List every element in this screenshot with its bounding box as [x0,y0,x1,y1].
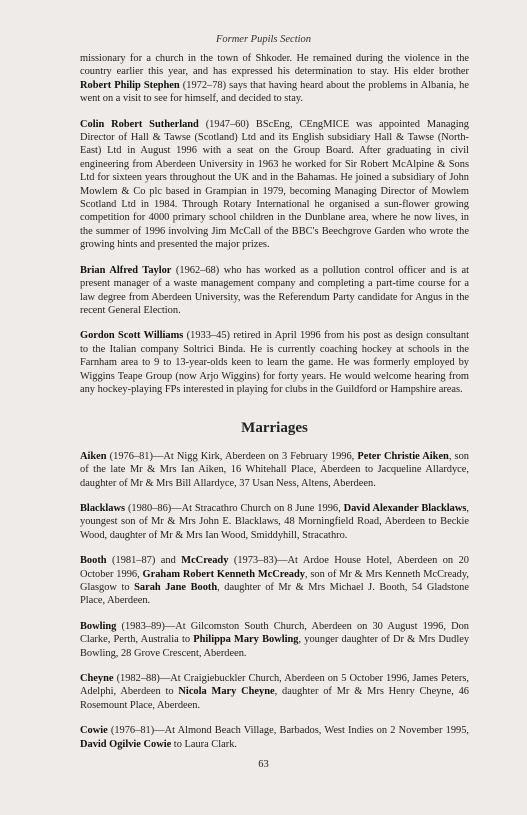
bold-name: Nicola Mary Cheyne [178,686,275,698]
text-run: (1976–81)—At Almond Beach Village, Barbados, West Indies on 2 November 1995, [107,725,469,737]
bold-name: Sarah Jane Booth [134,582,218,593]
bold-name: Peter Christie Aiken [357,450,449,462]
paragraph [80,118,469,252]
text-run: (1947–60) BScEng, CEngMICE was appointed Managing Director of Hall & Tawse (Scotland) Ltd and its English subsidiary Hall & Tawse (North-East) Ltd in August 1996 with a seat on the Group Board. After graduating in civil engineering from Aberdeen University in 1963 he worked for Sir Robert McAlpine & Sons Ltd for sixteen years throughout the UK and in the Bahamas. He joined a subsidiary of John Mowlem & Co plc based in Grampian in 1979, becoming Managing Director of Mowlem Scotland Ltd in 1984. Through Rotary International he organised a sun-flower growing competition for 4000 primary school children in the Dunblane area, where he now lives, in the summer of 1996 involving Jim McCall of the BBC's Beechgrove Garden who wrote the growing hints and presented the major prizes. [80,118,469,251]
marriage-entry [80,672,469,712]
text-run: (1962–68) who has worked as a pollution control officer and is at present manager of a waste management company and completing a part-time course for a law degree from Aberdeen University, was the Referendum Party candidate for Angus in the recent General Election. [80,264,469,316]
paragraph [80,264,469,318]
bold-name: Philippa Mary Bowling [193,634,299,646]
text-run: to Laura Clark. [171,738,237,750]
bold-name: Cheyne [80,673,114,685]
running-header: Former Pupils Section [215,34,312,45]
text-run: , younger daughter of Dr & Mrs Dudley Bowling, 28 Grove Crescent, Aberdeen. [80,634,470,659]
bold-name: David Ogilvie Cowie [80,738,172,750]
bold-name: Booth [80,555,107,567]
text-run: (1982–88)—At Craigiebuckler Church, Aberdeen on 5 October 1996, James Peters, Adelphi, Aberdeen to [80,673,469,698]
text-run: , daughter of Mr & Mrs Henry Cheyne, 46 Rosemount Place, Aberdeen. [80,686,470,711]
bold-name: Cowie [80,725,108,737]
text-run: (1983–89)—At Gilcomston South Church, Aberdeen on 30 August 1996, Don Clarke, Perth, Australia to [80,620,469,646]
paragraph [80,329,469,396]
text-run: missionary for a church in the town of Shkoder. He remained during the violence in the country earlier this year, and has expressed his determination to stay. His elder brother [80,53,469,78]
marriage-entry [80,724,469,751]
page-number: 63 [258,759,269,770]
text-run: (1976–81)—At Nigg Kirk, Aberdeen on 3 February 1996, [106,450,358,462]
text-run: , son of Mr & Mrs Kenneth McCready, Glasgow to [80,568,469,593]
marriage-entry [80,554,469,608]
bold-name: McCready [181,555,229,567]
text-run: (1933–45) retired in April 1996 from his post as design consultant to the Italian company Soltrici Binda. He is currently coaching hockey at schools in the Farnham area to 9 to 13-year-olds keen to learn the game. He was formerly employed by Wiggins Teape Group (now Arjo Wiggins) for forty years. He would welcome hearing from any hockey-playing FPs interested in playing for clubs in the Guildford or Hampshire areas. [80,330,469,395]
marriages-section [80,450,469,751]
bold-name: Graham Robert Kenneth McCready [142,568,305,580]
section-heading-marriages: Marriages [241,420,308,437]
marriage-entry [80,450,469,490]
text-run: (1972–78) says that having heard about the problems in Albania, he went on a visit to see for himself, and decided to stay. [80,79,469,105]
text-run: (1981–87) and [106,555,182,567]
bold-name: Blacklaws [80,502,126,514]
page-body [80,52,469,763]
bold-name: Aiken [80,450,107,462]
marriage-entry [80,620,469,660]
bold-name: Gordon Scott Williams [80,330,184,342]
text-run: (1980–86)—At Stracathro Church on 8 June 1996, [125,502,344,514]
news-section [80,52,469,396]
paragraph [80,52,469,106]
bold-name: David Alexander Blacklaws [343,502,467,514]
text-run: , daughter of Mr & Mrs Michael J. Booth, 54 Gladstone Place, Aberdeen. [80,582,469,607]
bold-name: Colin Robert Sutherland [80,118,199,130]
bold-name: Brian Alfred Taylor [80,264,172,276]
bold-name: Robert Philip Stephen [80,79,180,91]
text-run: (1973–83)—At Ardoe House Hotel, Aberdeen on 20 October 1996, [80,555,469,580]
bold-name: Bowling [80,620,117,632]
text-run: , youngest son of Mr & Mrs John E. Blacklaws, 48 Morningfield Road, Aberdeen to Beckie Wood, daughter of Mr & Mrs Ian Wood, Smiddyhill, Stracathro. [80,502,470,541]
text-run: , son of the late Mr & Mrs Ian Aiken, 16 Whitehall Place, Aberdeen to Jacqueline Allardyce, daughter of Mr & Mrs Bill Allardyce, 37 Usan Ness, Altens, Aberdeen. [80,450,469,489]
marriage-entry [80,502,469,542]
